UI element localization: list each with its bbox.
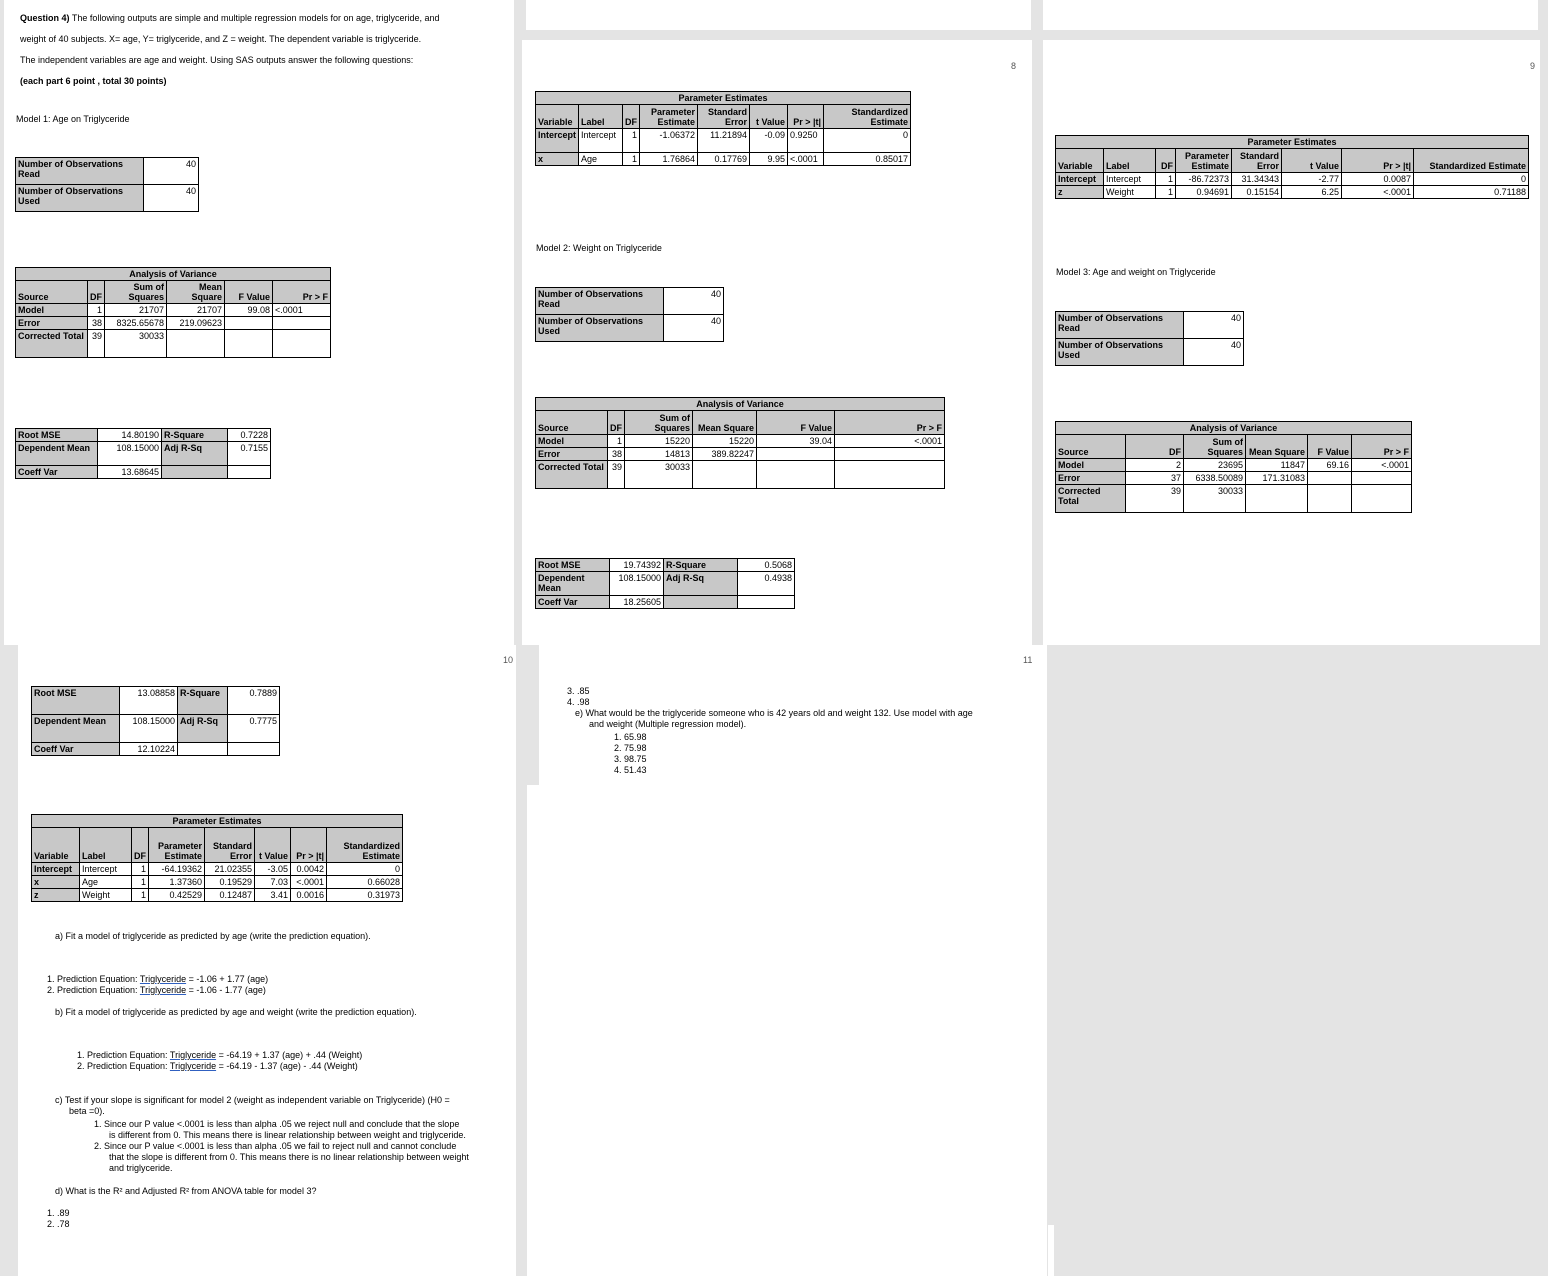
cell: 69.16 [1308,459,1352,472]
col-std: Standardized Estimate [1414,149,1529,173]
col-label: Label [579,105,623,129]
col-ms: Mean Square [693,411,757,435]
cell: 0.7775 [228,715,280,743]
cell: 11847 [1246,459,1308,472]
fit-cv-label: Coeff Var [16,466,98,479]
row-var: x [32,876,80,889]
obs-used-label: Number of Observations Used [1056,339,1184,366]
cell: 1 [623,129,640,153]
cell: 1 [1156,173,1176,186]
col-ms: Mean Square [1246,435,1308,459]
option-e3[interactable]: 3. 98.75 [614,754,647,764]
option-a2[interactable] [47,985,268,996]
col-est: Parameter Estimate [1176,149,1232,173]
option-c1-cont: is different from 0. This means there is linear relationship between weight and triglyceride. [109,1130,466,1140]
cell: <.0001 [788,153,824,166]
question-d-options-2 [567,686,590,708]
col-ss: Sum of Squares [625,411,693,435]
cell [225,317,273,330]
cell: 99.08 [225,304,273,317]
page-3 [1043,0,1538,30]
question-b-options [77,1050,362,1072]
cell: Weight [1104,186,1156,199]
row-var: x [536,153,579,166]
fit-rsq-label: R-Square [664,559,738,572]
fit-rmse-label: Root MSE [32,687,120,715]
cell [162,466,228,479]
col-est: Parameter Estimate [149,828,205,863]
option-d1[interactable]: 1. .89 [47,1208,70,1218]
option-text: = -1.06 + 1.77 (age) [186,974,269,984]
cell: 11.21894 [698,129,750,153]
pe-title: Parameter Estimates [1056,136,1529,149]
cell: 0 [327,863,403,876]
cell: 0.12487 [205,889,255,902]
model2-obs-table [535,287,724,342]
question-a-options [47,974,268,996]
cell: 13.08858 [120,687,178,715]
cell [1352,485,1412,513]
cell [1246,485,1308,513]
intro-line-3: The independent variables are age and weight. Using SAS outputs answer the following questions: [20,55,414,65]
cell: 1 [132,876,149,889]
option-text: 2. Prediction Equation: [47,985,140,995]
col-df: DF [1126,435,1184,459]
row-error: Error [16,317,88,330]
model3-title: Model 3: Age and weight on Triglyceride [1056,267,1216,277]
cell: 219.09623 [167,317,225,330]
row-ctotal: Corrected Total [1056,485,1126,513]
option-text: 2. Prediction Equation: [77,1061,170,1071]
cell [167,330,225,358]
fit-adjrsq-label: Adj R-Sq [162,442,228,466]
cell: 1.76864 [640,153,698,166]
cell: 21.02355 [205,863,255,876]
question-e [575,708,973,730]
option-a1[interactable] [47,974,268,985]
anova-title: Analysis of Variance [536,398,945,411]
cell [738,596,795,609]
question-e-line: e) What would be the triglyceride someone who is 42 years old and weight 132. Use model with age [575,708,973,718]
cell: 1 [1156,186,1176,199]
obs-used-value: 40 [664,315,724,342]
option-e2[interactable]: 2. 75.98 [614,743,647,753]
model1-pe-table [535,91,911,166]
fit-depmean-label: Dependent Mean [32,715,120,743]
col-df: DF [132,828,149,863]
cell: 389.82247 [693,448,757,461]
col-est: Parameter Estimate [640,105,698,129]
page-6-strip [1048,1225,1054,1276]
cell: 0.19529 [205,876,255,889]
model3-anova-table [1055,421,1412,513]
option-d4[interactable]: 4. .98 [567,697,590,707]
model3-obs-table [1055,311,1244,366]
cell: Intercept [80,863,132,876]
obs-used-label: Number of Observations Used [536,315,664,342]
cell [1308,485,1352,513]
col-variable: Variable [536,105,579,129]
cell: 14.80190 [98,429,162,442]
cell: 0.17769 [698,153,750,166]
cell [835,448,945,461]
obs-used-value: 40 [144,185,199,212]
col-variable: Variable [32,828,80,863]
col-p: Pr > F [835,411,945,435]
col-ss: Sum of Squares [105,281,167,304]
page-number-11: 11 [1023,655,1033,665]
question-c-options [94,1119,469,1174]
col-ms: Mean Square [167,281,225,304]
cell: 38 [608,448,625,461]
question-heading: Question 4) [20,13,70,23]
col-df: DF [623,105,640,129]
cell: Age [579,153,623,166]
cell: 1 [88,304,105,317]
col-ss: Sum of Squares [1184,435,1246,459]
anova-title: Analysis of Variance [16,268,331,281]
question-a: a) Fit a model of triglyceride as predicted by age (write the prediction equation). [55,931,371,941]
cell: <.0001 [835,435,945,448]
option-text: 1. Prediction Equation: [47,974,140,984]
cell: 39 [608,461,625,489]
intro-line-1: The following outputs are simple and multiple regression models for on age, triglyceride, and [71,13,440,23]
cell: 39 [1126,485,1184,513]
cell: 1 [132,863,149,876]
cell [693,461,757,489]
cell [273,330,331,358]
anova-title: Analysis of Variance [1056,422,1412,435]
cell [757,448,835,461]
row-model: Model [536,435,608,448]
col-t: t Value [1282,149,1342,173]
obs-read-label: Number of Observations Read [1056,312,1184,339]
cell: 0.0016 [291,889,327,902]
col-se: Standard Error [205,828,255,863]
cell: 0.7155 [228,442,271,466]
cell: 39 [88,330,105,358]
cell [273,317,331,330]
cell: <.0001 [273,304,331,317]
model2-fit-table [535,558,795,609]
page-2 [526,0,1031,30]
row-var: Intercept [1056,173,1104,186]
cell: 23695 [1184,459,1246,472]
fit-rmse-label: Root MSE [536,559,610,572]
option-d2[interactable]: 2. .78 [47,1219,70,1229]
page-number-8: 8 [1011,61,1017,71]
cell: 0.85017 [824,153,911,166]
option-c1[interactable]: 1. Since our P value <.0001 is less than alpha .05 we reject null and conclude that the slope [94,1119,460,1129]
obs-read-value: 40 [664,288,724,315]
cell: 108.15000 [610,572,664,596]
option-c2[interactable]: 2. Since our P value <.0001 is less than alpha .05 we fail to reject null and cannot conclude [94,1141,457,1151]
cell: 108.15000 [98,442,162,466]
cell: 31.34343 [1232,173,1282,186]
cell: 14813 [625,448,693,461]
model1-anova-table [15,267,331,358]
obs-used-label: Number of Observations Used [16,185,144,212]
col-source: Source [1056,435,1126,459]
col-p: Pr > |t| [788,105,824,129]
question-d-options-1 [47,1208,70,1230]
option-word: Triglyceride [169,1061,217,1071]
cell: Weight [80,889,132,902]
col-t: t Value [255,828,291,863]
intro-line-4: (each part 6 point , total 30 points) [20,76,167,86]
option-c2-cont: that the slope is different from 0. This means there is no linear relationship between weight [109,1152,469,1162]
cell [225,330,273,358]
row-ctotal: Corrected Total [16,330,88,358]
option-b1[interactable] [77,1050,362,1061]
cell: 0.42529 [149,889,205,902]
row-var: Intercept [536,129,579,153]
cell: 15220 [625,435,693,448]
cell [1352,472,1412,485]
question-e-line: and weight (Multiple regression model). [589,719,747,729]
model2-title: Model 2: Weight on Triglyceride [536,243,662,253]
cell: 0.0087 [1342,173,1414,186]
col-p: Pr > |t| [1342,149,1414,173]
question-c-line: beta =0). [69,1106,105,1116]
fit-depmean-label: Dependent Mean [536,572,610,596]
cell: -2.77 [1282,173,1342,186]
cell: 0.15154 [1232,186,1282,199]
fit-cv-label: Coeff Var [536,596,610,609]
cell [835,461,945,489]
question-b: b) Fit a model of triglyceride as predicted by age and weight (write the prediction equation). [55,1007,417,1017]
fit-rsq-label: R-Square [162,429,228,442]
cell: 108.15000 [120,715,178,743]
page-number-10: 10 [503,655,514,665]
cell: <.0001 [1352,459,1412,472]
fit-adjrsq-label: Adj R-Sq [664,572,738,596]
question-c-line: c) Test if your slope is significant for model 2 (weight as independent variable on Triglyceride) (H0 = [55,1095,450,1105]
cell: 1 [623,153,640,166]
intro-line-2: weight of 40 subjects. X= age, Y= triglyceride, and Z = weight. The dependent variable is triglyceride. [20,34,422,44]
option-word: Triglyceride [169,1050,217,1060]
page-number-9: 9 [1530,61,1536,71]
cell: 0 [824,129,911,153]
row-var: z [32,889,80,902]
col-f: F Value [225,281,273,304]
col-label: Label [1104,149,1156,173]
col-source: Source [536,411,608,435]
cell: 6.25 [1282,186,1342,199]
cell: 19.74392 [610,559,664,572]
cell: 38 [88,317,105,330]
row-error: Error [536,448,608,461]
cell: 0.94691 [1176,186,1232,199]
cell: 21707 [167,304,225,317]
cell [757,461,835,489]
cell: 0.9250 [788,129,824,153]
option-c2-cont: and triglyceride. [109,1163,173,1173]
cell: <.0001 [1342,186,1414,199]
obs-read-value: 40 [1184,312,1244,339]
cell: 0.7228 [228,429,271,442]
question-intro [20,8,510,92]
cell [178,743,228,756]
cell: 0.5068 [738,559,795,572]
cell: -1.06372 [640,129,698,153]
cell: 7.03 [255,876,291,889]
model1-title: Model 1: Age on Triglyceride [16,114,130,124]
fit-rmse-label: Root MSE [16,429,98,442]
cell: 0.66028 [327,876,403,889]
col-se: Standard Error [698,105,750,129]
cell: -64.19362 [149,863,205,876]
col-df: DF [608,411,625,435]
col-f: F Value [1308,435,1352,459]
question-c [55,1095,450,1117]
row-var: z [1056,186,1104,199]
cell: 1 [132,889,149,902]
cell: 0 [1414,173,1529,186]
cell: 30033 [105,330,167,358]
row-error: Error [1056,472,1126,485]
cell: 12.10224 [120,743,178,756]
obs-read-label: Number of Observations Read [16,158,144,185]
col-df: DF [88,281,105,304]
row-model: Model [16,304,88,317]
cell: 30033 [625,461,693,489]
col-p: Pr > F [273,281,331,304]
cell: 37 [1126,472,1184,485]
col-df: DF [1156,149,1176,173]
model2-pe-table [1055,135,1529,199]
cell: 9.95 [750,153,788,166]
row-ctotal: Corrected Total [536,461,608,489]
cell: 3.41 [255,889,291,902]
model1-fit-table [15,428,271,479]
cell: 1 [608,435,625,448]
question-e-options [614,732,647,776]
row-var: Intercept [32,863,80,876]
cell: Intercept [1104,173,1156,186]
col-t: t Value [750,105,788,129]
cell: 18.25605 [610,596,664,609]
model2-anova-table [535,397,945,489]
option-word: Triglyceride [139,974,187,984]
option-b2[interactable] [77,1061,362,1072]
pe-title: Parameter Estimates [32,815,403,828]
cell: 0.71188 [1414,186,1529,199]
cell: -3.05 [255,863,291,876]
col-f: F Value [757,411,835,435]
col-variable: Variable [1056,149,1104,173]
cell: 0.31973 [327,889,403,902]
option-e1[interactable]: 1. 65.98 [614,732,647,742]
pe-title: Parameter Estimates [536,92,911,105]
fit-rsq-label: R-Square [178,687,228,715]
cell: 0.0042 [291,863,327,876]
cell: -0.09 [750,129,788,153]
cell: 39.04 [757,435,835,448]
obs-read-value: 40 [144,158,199,185]
col-std: Standardized Estimate [327,828,403,863]
model1-obs-table [15,157,199,212]
cell: 15220 [693,435,757,448]
col-se: Standard Error [1232,149,1282,173]
cell [664,596,738,609]
obs-read-label: Number of Observations Read [536,288,664,315]
fit-depmean-label: Dependent Mean [16,442,98,466]
cell: 6338.50089 [1184,472,1246,485]
cell: <.0001 [291,876,327,889]
col-label: Label [80,828,132,863]
cell [228,743,280,756]
cell: 21707 [105,304,167,317]
question-d: d) What is the R² and Adjusted R² from ANOVA table for model 3? [55,1186,317,1196]
cell: Age [80,876,132,889]
fit-adjrsq-label: Adj R-Sq [178,715,228,743]
cell: 1.37360 [149,876,205,889]
model3-pe-table [31,814,403,902]
option-text: = -64.19 + 1.37 (age) + .44 (Weight) [216,1050,363,1060]
row-model: Model [1056,459,1126,472]
option-d3[interactable]: 3. .85 [567,686,590,696]
cell: 8325.65678 [105,317,167,330]
cell: -86.72373 [1176,173,1232,186]
option-text: = -64.19 - 1.37 (age) - .44 (Weight) [216,1061,358,1071]
cell [228,466,271,479]
cell: 13.68645 [98,466,162,479]
option-e4[interactable]: 4. 51.43 [614,765,647,775]
cell: 30033 [1184,485,1246,513]
option-text: = -1.06 - 1.77 (age) [186,985,266,995]
cell: 171.31083 [1246,472,1308,485]
cell: 2 [1126,459,1184,472]
cell: 0.4938 [738,572,795,596]
option-text: 1. Prediction Equation: [77,1050,170,1060]
model3-fit-table [31,686,280,756]
col-p: Pr > F [1352,435,1412,459]
col-source: Source [16,281,88,304]
option-word: Triglyceride [139,985,187,995]
col-p: Pr > |t| [291,828,327,863]
obs-used-value: 40 [1184,339,1244,366]
cell: Intercept [579,129,623,153]
fit-cv-label: Coeff Var [32,743,120,756]
cell [1308,472,1352,485]
col-std: Standardized Estimate [824,105,911,129]
page-5-lower [527,785,1047,1276]
cell: 0.7889 [228,687,280,715]
